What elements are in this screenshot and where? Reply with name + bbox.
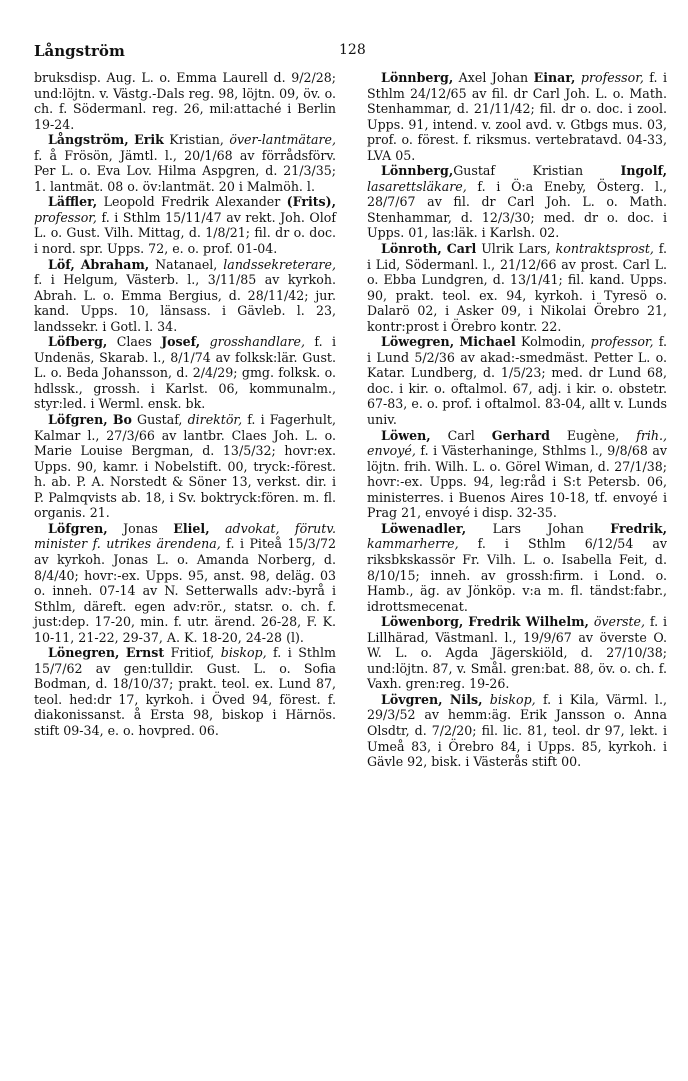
entry-surname: Läffler, xyxy=(48,194,98,210)
entry-call-name: Fredrik, xyxy=(610,520,667,536)
entry-call-name: Nils, xyxy=(449,691,483,707)
biography-entry xyxy=(367,163,667,241)
entry-title: biskop, xyxy=(220,645,267,661)
biography-entry xyxy=(34,194,336,256)
entry-body: f. i Lid, Södermanl. l., 21/12/66 av prost. Carl L. o. Ebba Lundgren, d. 13/1/41; fil. kand. Upps. 90, prakt. teol. ex. 94, kyrkoh. i Tyresö o. Dalarö 02, i Asker 09, i Nikolai Örebro 21, kontr:prost i Örebro kontr. 22. xyxy=(367,241,667,334)
entry-call-name: Michael xyxy=(459,334,516,350)
entry-given-names: Ulrik Lars, xyxy=(476,241,556,257)
entry-body: f. i Sthlm 15/11/47 av rekt. Joh. Olof L. o. Gust. Vilh. Mittag, d. 1/8/21; fil. dr o. doc. i nord. spr. Upps. 72, e. o. prof. 01-04. xyxy=(34,209,336,257)
entry-call-name: Gerhard xyxy=(491,427,550,443)
entry-call-name: Josef, xyxy=(161,334,201,350)
entry-call-name: Bo xyxy=(112,412,132,428)
page-header xyxy=(34,42,668,64)
entry-surname: Löfberg, xyxy=(48,334,108,350)
entry-surname: Lönnberg, xyxy=(381,70,454,85)
biography-entry xyxy=(367,70,667,163)
entry-given-names: Eugène, xyxy=(549,427,637,443)
entry-body: f. i Västerhaninge, Sthlms l., 9/8/68 av löjtn. frih. Wilh. L. o. Görel Wiman, d. 27/1/38; hovr:-ex. Upps. 94, leg:råd i S:t Petersb. 06, ministerres. i Buenos Aires 10-18, tf. envoyé i Prag 21, envoyé i disp. 32-35. xyxy=(367,443,667,521)
entry-call-name: Ingolf, xyxy=(620,163,667,179)
entry-body: f. i Piteå 15/3/72 av kyrkoh. Jonas L. o. Amanda Norberg, d. 8/4/40; hovr:-ex. Upps. 95, anst. 98, deläg. 03 o. inneh. 07-14 av N. Setterwalls adv:-byrå i Sthlm, däreft. egen adv:rör., statsr. o. ch. f. just:dep. 17-20, min. f. utr. ärend. 26-28, F. K. 10-11, 21-22, 29-37, A. K. 18-20, 24-28 (l). xyxy=(34,536,337,645)
biography-entry xyxy=(34,521,336,645)
entry-title: direktör, xyxy=(187,412,243,428)
entry-given-names: Kristian, xyxy=(163,132,230,148)
entry-body: f. i Sthlm 15/7/62 av gen:tulldir. Gust. L. o. Sofia Bodman, d. 18/10/37; prakt. teol. ex. Lund 87, teol. hed:dr 17, kyrkoh. i Öved 94, förest. f. diakonissanst. å Ersta 98, biskop i Härnös. stift 09-34, e. o. hovpred. 06. xyxy=(34,645,336,738)
biography-entry xyxy=(34,412,336,521)
entry-call-name: Erik xyxy=(134,132,164,148)
entry-given-names: Natanael, xyxy=(149,256,224,272)
entry-call-name: Einar, xyxy=(533,70,576,85)
entry-surname: Löwegren, xyxy=(381,334,455,350)
entry-call-name: (Frits), xyxy=(286,194,336,210)
entry-given-names xyxy=(443,692,450,707)
entry-title: professor, xyxy=(34,209,97,225)
biography-entry xyxy=(34,645,336,738)
entry-title: frih., envoyé, xyxy=(367,427,667,459)
entry-title: kontraktsprost, xyxy=(555,241,654,257)
entry-body: f. i Lillhärad, Västmanl. l., 19/9/67 av överste O. W. L. o. Agda Jägerskiöld, d. 27/10/38; und:löjtn. 87, v. Smål. gren:bat. 88, öv. o. ch. f. Vaxh. gren:reg. 19-26. xyxy=(367,614,667,692)
entry-body: f. i Ö:a Eneby, Österg. l., 28/7/67 av fil. dr Carl Joh. L. o. Math. Stenhammar, d. 12/3/30; med. dr o. doc. i Upps. 01, las:läk. i Karlsh. 02. xyxy=(367,178,667,241)
entry-surname: Löwenborg, xyxy=(381,614,464,630)
entry-given-names: Lars Johan xyxy=(466,520,611,536)
biography-entry xyxy=(367,692,667,770)
entry-given-names: Leopold Fredrik Alexander xyxy=(97,194,287,210)
entry-title: överste, xyxy=(593,614,645,630)
entry-title: professor, xyxy=(590,334,654,350)
biography-entry xyxy=(367,521,667,614)
entry-call-name: Carl xyxy=(446,241,477,257)
entry-surname: Lönroth, xyxy=(381,241,442,257)
entry-call-name: Abraham, xyxy=(80,256,150,272)
running-head: Långström xyxy=(34,42,125,60)
entry-given-names xyxy=(200,334,209,349)
entry-given-names xyxy=(210,521,225,536)
biography-entry xyxy=(34,257,336,335)
entry-surname: Löfgren, xyxy=(48,412,108,428)
entry-given-names: Kolmodin, xyxy=(515,334,591,350)
entry-title: landssekreterare, xyxy=(223,256,336,272)
entry-title: kammarherre, xyxy=(367,536,459,552)
entry-given-names: Jonas xyxy=(107,520,174,536)
entry-body: bruksdisp. Aug. L. o. Emma Laurell d. 9/2/28; und:löjtn. v. Västg.-Dals reg. 98, löjtn. 09, öv. o. ch. f. Södermanl. reg. 26, mil:attaché i Berlin 19-24. xyxy=(34,70,336,132)
page-number: 128 xyxy=(339,42,366,58)
entry-call-name: Ernst xyxy=(125,645,165,661)
entry-given-names: Axel Johan xyxy=(453,70,534,85)
entry-body: f. i Helgum, Västerb. l., 3/11/85 av kyrkoh. Abrah. L. o. Emma Bergius, d. 28/11/42; jur. kand. Upps. 10, länsass. i Gävleb. l. 23, landssekr. i Gotl. l. 34. xyxy=(34,272,336,334)
entry-body: f. i Sthlm 24/12/65 av fil. dr Carl Joh. L. o. Math. Stenhammar, d. 21/11/42; fil. dr o. doc. i zool. Upps. 91, intend. v. zool avd. v. Gtbgs mus. 03, prof. o. förest. f. riksmus. vertebratavd. 04-33, LVA 05. xyxy=(367,70,667,163)
entry-given-names: Claes xyxy=(107,334,162,350)
biography-entry xyxy=(367,428,667,521)
entry-surname: Löf, xyxy=(48,256,75,272)
biography-entry xyxy=(34,132,336,194)
biography-entry xyxy=(34,70,336,132)
entry-call-name: Eliel, xyxy=(173,520,210,536)
entry-call-name: Fredrik Wilhelm, xyxy=(468,614,589,630)
biography-entry xyxy=(367,334,667,427)
entry-body: f. i Undenäs, Skarab. l., 8/1/74 av folksk:lär. Gust. L. o. Beda Johansson, d. 2/4/29; gmg. folksk. o. hdlssk., grossh. i Karlst. 06, kommunalm., styr:led. i Werml. ensk. bk. xyxy=(34,334,336,412)
entry-title: grosshandlare, xyxy=(209,334,305,350)
right-column xyxy=(367,70,667,770)
entry-title: biskop, xyxy=(489,691,536,707)
entry-surname: Lönnberg, xyxy=(381,163,454,179)
biography-entry xyxy=(34,334,336,412)
entry-title: professor, xyxy=(580,70,644,85)
entry-body: f. i Lund 5/2/36 av akad:-smedmäst. Petter L. o. Katar. Lundberg, d. 1/5/23; med. dr Lund 68, doc. i kir. o. oftalmol. 67, adj. i kir. o. obstetr. 67-83, e. o. prof. i oftalmol. 83-04, allt v. Lunds univ. xyxy=(367,334,667,428)
entry-given-names: Fritiof, xyxy=(164,645,221,661)
left-column xyxy=(34,70,336,739)
entry-surname: Löwenadler, xyxy=(381,520,467,536)
entry-surname: Löwen, xyxy=(381,427,431,443)
entry-title: lasarettsläkare, xyxy=(367,178,467,194)
entry-surname: Lönegren, xyxy=(48,645,120,661)
biography-entry xyxy=(367,614,667,692)
entry-body: f. å Frösön, Jämtl. l., 20/1/68 av förrådsförv. Per L. o. Eva Lov. Hilma Aspgren, d. 21/3/35; 1. lantmät. 08 o. öv:lantmät. 20 i Malmöh. l. xyxy=(34,147,336,194)
entry-body: f. i Kila, Värml. l., 29/3/52 av hemm:äg. Erik Jansson o. Anna Olsdtr, d. 7/2/20; fil. lic. 81, teol. dr 97, lekt. i Umeå 83, i Örebro 84, i Upps. 85, kyrkoh. i Gävle 92, bisk. i Västerås stift 00. xyxy=(367,691,667,770)
entry-surname: Löfgren, xyxy=(48,520,108,536)
entry-given-names: Gustaf Kristian xyxy=(453,163,621,179)
entry-surname: Långström, xyxy=(48,132,129,148)
entry-body: f. i Sthlm 6/12/54 av riksbkskassör Fr. Vilh. L. o. Isabella Feit, d. 8/10/15; inneh. av grossh:firm. i Lond. o. Hamb., äg. av Jönköp. v:a m. fl. tändst:fabr., idrottsmecenat. xyxy=(367,536,667,614)
entry-given-names xyxy=(482,692,489,707)
entry-surname: Lövgren, xyxy=(381,691,443,707)
entry-title: advokat, förutv. minister f. utrikes ärendena, xyxy=(34,520,336,552)
entry-given-names: Carl xyxy=(430,427,492,443)
biography-entry xyxy=(367,241,667,334)
entry-title: över-lantmätare, xyxy=(229,132,336,148)
entry-body: f. i Fagerhult, Kalmar l., 27/3/66 av lantbr. Claes Joh. L. o. Marie Louise Bergman, d. 13/5/32; hovr:ex. Upps. 90, kamr. i Nobelstift. 00, tryck:-förest. h. ab. P. A. Norstedt & Söner 13, verkst. dir. i P. Palmqvists ab. 18, i Sv. boktryck:fören. m. fl. organis. 21. xyxy=(34,412,336,521)
entry-given-names: Gustaf, xyxy=(131,412,188,428)
